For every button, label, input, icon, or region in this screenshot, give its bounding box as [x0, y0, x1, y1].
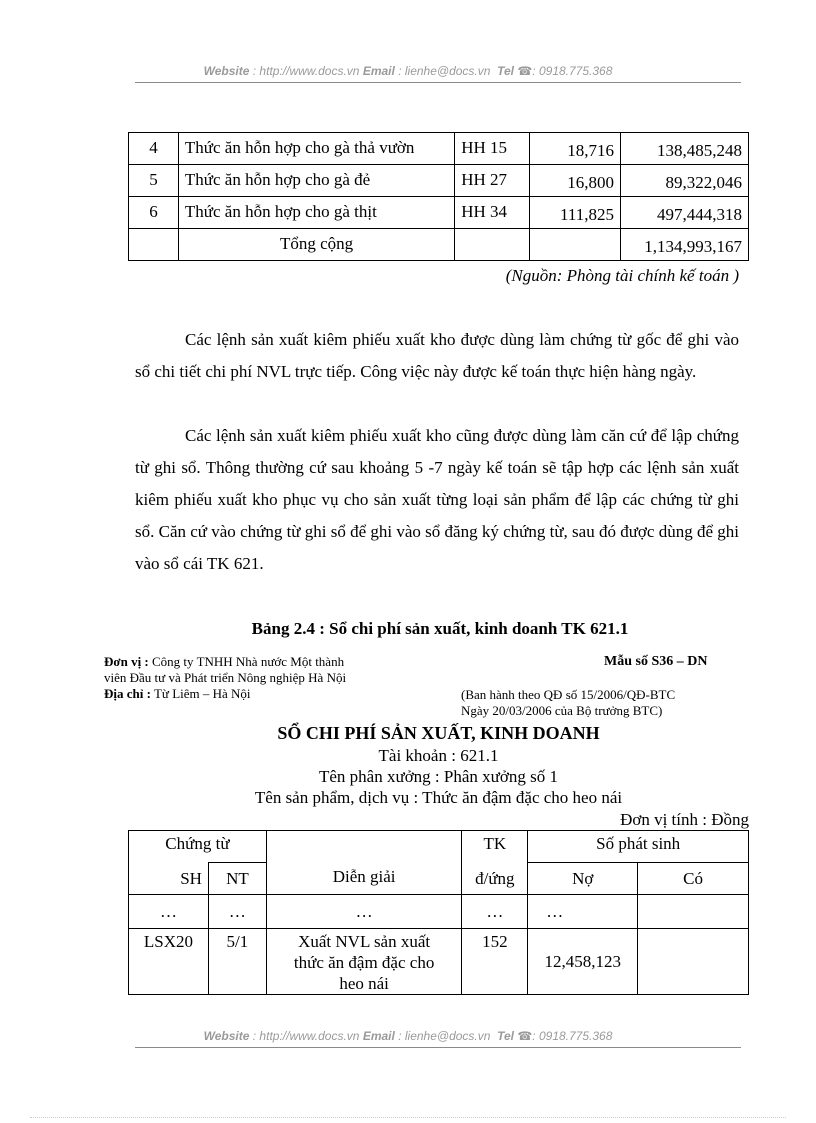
regulation-line2: Ngày 20/03/2006 của Bộ trưởng BTC): [461, 703, 663, 718]
table-row: [129, 929, 749, 995]
page-footer: [0, 1029, 816, 1043]
empty-cell: [455, 229, 530, 261]
product-code: HH 15: [455, 133, 530, 165]
debit-amount: 12,458,123: [528, 929, 638, 995]
paragraph-text: Các lệnh sản xuất kiêm phiếu xuất kho được dùng làm chứng từ gốc để ghi vào sổ chi tiết chi phí NVL trực tiếp. Công việc này được kế toán thực hiện hàng ngày.: [135, 330, 739, 381]
contra-header: đ/ứng: [462, 863, 528, 895]
tk-header: TK: [462, 831, 528, 863]
tel-value: : 0918.775.368: [532, 64, 613, 78]
website-label: Website: [203, 1029, 250, 1043]
regulation-note: [461, 687, 751, 719]
total-label: Tổng cộng: [178, 229, 454, 261]
row-no: 5: [129, 165, 179, 197]
empty-cell: [129, 229, 179, 261]
sh-header: SH: [129, 863, 209, 895]
page-bottom-dotted-line: [30, 1117, 786, 1118]
source-note: (Nguồn: Phòng tài chính kế toán ): [505, 266, 739, 285]
paragraph-text: Các lệnh sản xuất kiêm phiếu xuất kho cũng được dùng làm căn cứ để lập chứng từ ghi sổ. Thông thường cứ sau khoảng 5 -7 ngày kế toán sẽ tập hợp các lệnh sản xuất kiêm phiếu xuất kho phục vụ cho sản xuất từng loại sản phẩm để lập các chứng từ ghi sổ. Căn cứ vào chứng từ ghi sổ để ghi vào sổ đăng ký chứng từ, sau đó được dùng để ghi vào sổ cái TK 621.: [135, 426, 739, 573]
description-cell: [266, 929, 462, 995]
table-row: [129, 165, 749, 197]
total-amount: 1,134,993,167: [621, 229, 749, 261]
empty-cell: [638, 895, 749, 929]
email-value[interactable]: : lienhe@docs.vn: [398, 1029, 491, 1043]
tel-value: : 0918.775.368: [532, 1029, 613, 1043]
product-qty: 16,800: [530, 165, 621, 197]
account-line: Tài khoản : 621.1: [378, 746, 499, 765]
voucher-header: Chứng từ: [129, 831, 267, 863]
product-qty: 18,716: [530, 133, 621, 165]
unit-block: [104, 654, 434, 702]
product-line: Tên sản phẩm, dịch vụ : Thức ăn đậm đặc cho heo nái: [254, 788, 623, 807]
ellipsis-cell: …: [208, 895, 266, 929]
nt-header: NT: [208, 863, 266, 895]
product-amount: 89,322,046: [621, 165, 749, 197]
table-row: [129, 197, 749, 229]
website-url[interactable]: : http://www.docs.vn: [252, 1029, 360, 1043]
product-code: HH 34: [455, 197, 530, 229]
product-name: Thức ăn hỗn hợp cho gà thịt: [178, 197, 454, 229]
unit-line1: Công ty TNHH Nhà nước Một thành: [152, 654, 345, 669]
header-rule: [135, 82, 741, 83]
description-line: heo nái: [339, 974, 389, 993]
product-amount: 497,444,318: [621, 197, 749, 229]
workshop-line: Tên phân xưởng : Phân xưởng số 1: [319, 767, 558, 786]
form-number: Mẫu số S36 – DN: [604, 654, 708, 669]
arising-header: Số phát sinh: [528, 831, 749, 863]
currency-unit: Đơn vị tính : Đồng: [620, 810, 749, 829]
footer-rule: [135, 1047, 741, 1048]
product-name: Thức ăn hỗn hợp cho gà đẻ: [178, 165, 454, 197]
empty-cell: [530, 229, 621, 261]
email-label: Email: [362, 1029, 395, 1043]
credit-amount: [638, 929, 749, 995]
ledger-title: SỔ CHI PHÍ SẢN XUẤT, KINH DOANH: [277, 723, 600, 743]
row-no: 6: [129, 197, 179, 229]
description-line: Xuất NVL sản xuất: [298, 932, 431, 951]
contra-account: 152: [462, 929, 528, 995]
ellipsis-cell: …: [462, 895, 528, 929]
product-amount: 138,485,248: [621, 133, 749, 165]
voucher-number: LSX20: [129, 929, 209, 995]
website-url[interactable]: : http://www.docs.vn: [252, 64, 360, 78]
description-line: thức ăn đậm đặc cho: [293, 953, 435, 972]
product-qty: 111,825: [530, 197, 621, 229]
product-code: HH 27: [455, 165, 530, 197]
paragraph: [135, 324, 739, 388]
phone-icon: ☎: [517, 1029, 533, 1043]
tel-label: Tel: [497, 1029, 514, 1043]
table-row: [129, 895, 749, 929]
description-header: Diễn giải: [266, 831, 462, 895]
total-row: [129, 229, 749, 261]
product-name: Thức ăn hỗn hợp cho gà thả vườn: [178, 133, 454, 165]
website-label: Website: [203, 64, 250, 78]
address-label: Địa chỉ :: [104, 686, 151, 701]
table-row: [129, 133, 749, 165]
unit-label: Đơn vị :: [104, 654, 149, 669]
page-header: [0, 64, 816, 78]
debit-header: Nợ: [528, 863, 638, 895]
unit-line2: viên Đầu tư và Phát triển Nông nghiệp Hà Nội: [104, 670, 347, 685]
ellipsis-cell: …: [266, 895, 462, 929]
email-value[interactable]: : lienhe@docs.vn: [398, 64, 491, 78]
row-no: 4: [129, 133, 179, 165]
table-caption: Bảng 2.4 : Sổ chi phí sản xuất, kinh doanh TK 621.1: [251, 619, 629, 638]
voucher-date: 5/1: [208, 929, 266, 995]
ellipsis-cell: …: [129, 895, 209, 929]
paragraph: [135, 420, 739, 580]
ledger-table: [128, 830, 749, 995]
address-value: Từ Liêm – Hà Nội: [153, 686, 251, 701]
product-summary-table: [128, 132, 749, 261]
credit-header: Có: [638, 863, 749, 895]
header-row: [129, 831, 749, 863]
phone-icon: ☎: [517, 64, 533, 78]
regulation-line1: (Ban hành theo QĐ số 15/2006/QĐ-BTC: [461, 687, 676, 702]
email-label: Email: [362, 64, 395, 78]
ellipsis-cell: …: [528, 895, 638, 929]
tel-label: Tel: [497, 64, 514, 78]
